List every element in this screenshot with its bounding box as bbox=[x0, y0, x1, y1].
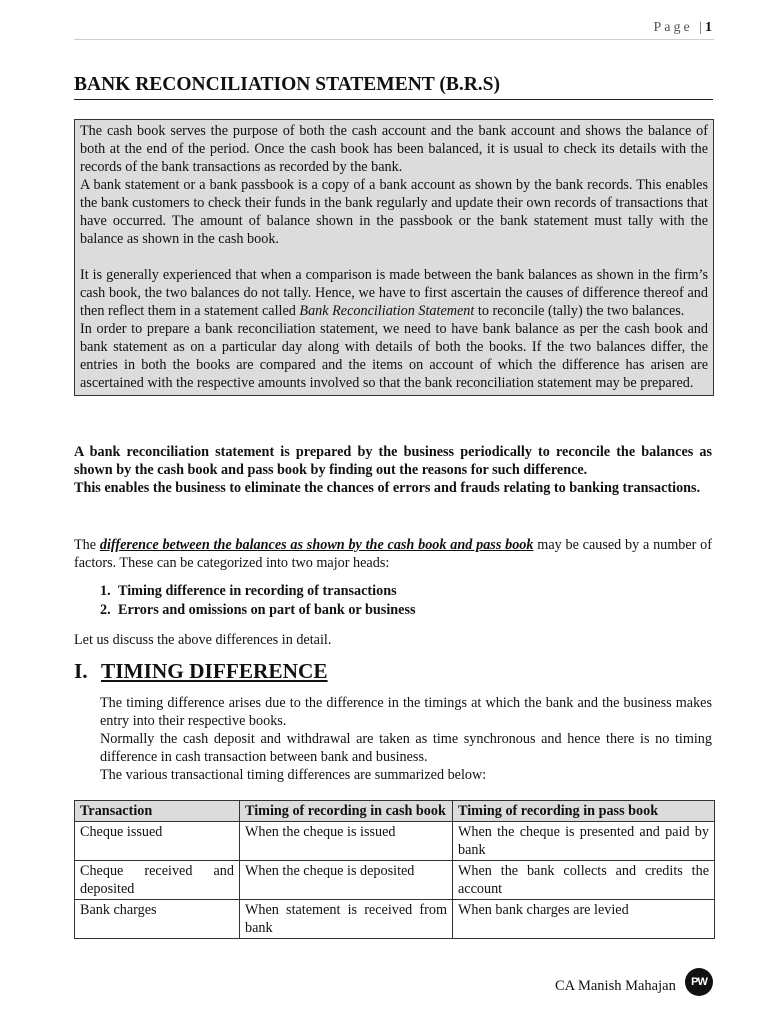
intro-paragraph-4: In order to prepare a bank reconciliation statement, we need to have bank balance as per the cash book and bank statement as on a particular day along with details of both the books. If the two balances differ, the entries in both the books are compared and the items on account of which the difference has arisen are ascertained with the respective amounts involved so that the bank reconciliation statement may be prepared. bbox=[80, 321, 708, 391]
table-row bbox=[75, 900, 715, 939]
table-cell: When statement is received from bank bbox=[240, 900, 453, 939]
intro-box bbox=[74, 119, 714, 396]
cause-emphasis: difference between the balances as shown by the cash book and pass book bbox=[99, 537, 534, 553]
timing-paragraph-2: Normally the cash deposit and withdrawal are taken as time synchronous and hence there is no timing difference in cash transaction between bank and business. bbox=[100, 731, 712, 765]
footer-author: CA Manish Mahajan bbox=[555, 978, 676, 994]
page-header bbox=[653, 19, 712, 37]
paragraph-gap bbox=[80, 248, 708, 266]
table-header-cell: Transaction bbox=[75, 801, 240, 822]
table-cell: When the cheque is presented and paid by bank bbox=[453, 822, 715, 861]
list-text: Errors and omissions on part of bank or business bbox=[118, 602, 416, 618]
intro-p3-before: It is generally experienced that when a comparison is made between the bank balances as shown in the firm’s cash book, the two balances do not tally. Hence, we have to first ascertain the causes of difference thereof and then reflect them in a statement called bbox=[80, 267, 708, 319]
intro-paragraph-2: A bank statement or a bank passbook is a copy of a bank account as shown by the bank records. This enables the bank customers to check their funds in the bank regularly and update their own records of transactions that have occurred. The amount of balance shown in the passbook or the bank statement must tally with the balance as shown in the cash book. bbox=[80, 177, 708, 247]
table-cell: Cheque received and deposited bbox=[75, 861, 240, 900]
table-row bbox=[75, 822, 715, 861]
summary-block bbox=[74, 443, 712, 497]
timing-text bbox=[100, 694, 712, 784]
intro-paragraph-3 bbox=[80, 266, 708, 320]
section-title: TIMING DIFFERENCE bbox=[101, 659, 328, 683]
brs-term: Bank Reconciliation Statement bbox=[299, 303, 475, 319]
table-header-row bbox=[75, 801, 715, 822]
table-cell: When the cheque is deposited bbox=[240, 861, 453, 900]
page-separator: | bbox=[699, 20, 705, 35]
summary-paragraph-1: A bank reconciliation statement is prepared by the business periodically to reconcile the balances as shown by the cash book and pass book by finding out the reasons for such difference. bbox=[74, 444, 712, 478]
timing-paragraph-1: The timing difference arises due to the difference in the timings at which the bank and the business makes entry into their respective books. bbox=[100, 695, 712, 729]
list-text: Timing difference in recording of transactions bbox=[118, 583, 397, 599]
section-heading bbox=[74, 659, 328, 683]
table-cell: When the cheque is issued bbox=[240, 822, 453, 861]
list-item bbox=[100, 601, 416, 619]
cause-before: The bbox=[74, 537, 100, 553]
table-header-cell: Timing of recording in pass book bbox=[453, 801, 715, 822]
pw-logo: PW bbox=[685, 968, 713, 996]
list-number: 2. bbox=[100, 602, 111, 618]
cause-after: may be caused by a number of factors. These can be categorized into two major heads: bbox=[74, 537, 712, 571]
header-rule bbox=[74, 39, 714, 40]
timing-paragraph-3: The various transactional timing differences are summarized below: bbox=[100, 767, 487, 783]
table-cell: When the bank collects and credits the account bbox=[453, 861, 715, 900]
section-number: I. bbox=[74, 659, 88, 683]
table-cell: When bank charges are levied bbox=[453, 900, 715, 939]
table-header-cell: Timing of recording in cash book bbox=[240, 801, 453, 822]
table-row bbox=[75, 861, 715, 900]
table-cell: Bank charges bbox=[75, 900, 240, 939]
intro-paragraph-1: The cash book serves the purpose of both the cash account and the bank account and shows the balance of both at the end of the period. Once the cash book has been balanced, it is usual to check its details with the records of the bank transactions as recorded by the bank. bbox=[80, 123, 708, 175]
major-heads-list bbox=[100, 582, 416, 620]
intro-p3-after: to reconcile (tally) the two balances. bbox=[474, 303, 685, 319]
document-title: BANK RECONCILIATION STATEMENT (B.R.S) bbox=[74, 73, 713, 100]
list-number: 1. bbox=[100, 583, 111, 599]
page-label: Page bbox=[653, 20, 693, 35]
list-item bbox=[100, 582, 416, 600]
page-number: 1 bbox=[705, 20, 712, 35]
table-cell: Cheque issued bbox=[75, 822, 240, 861]
discuss-line: Let us discuss the above differences in detail. bbox=[74, 632, 332, 648]
timing-table bbox=[74, 800, 715, 939]
cause-paragraph bbox=[74, 536, 712, 572]
summary-paragraph-2: This enables the business to eliminate the chances of errors and frauds relating to banking transactions. bbox=[74, 480, 701, 496]
